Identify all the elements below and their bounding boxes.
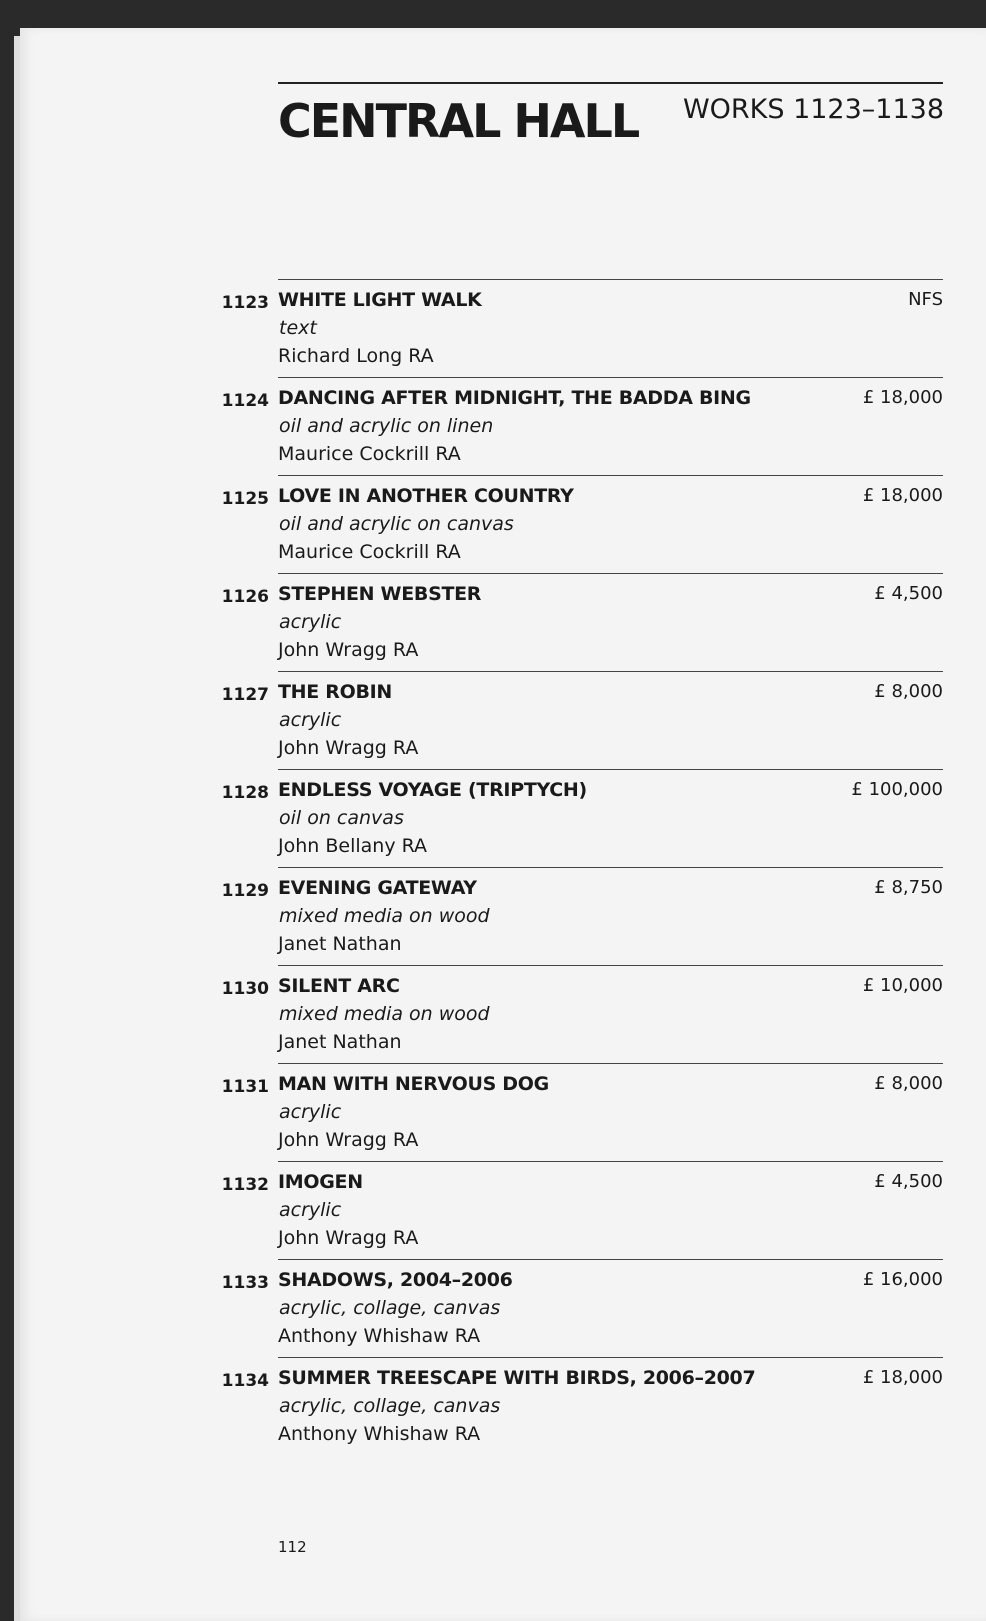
work-artist: John Wragg RA [278, 639, 419, 661]
work-number: 1127 [221, 685, 269, 705]
work-number: 1132 [221, 1175, 269, 1195]
work-number: 1129 [221, 881, 269, 901]
work-artist: John Bellany RA [278, 835, 428, 857]
work-medium: text [279, 317, 317, 339]
work-number: 1133 [221, 1273, 269, 1293]
work-entry [0, 769, 986, 867]
works-range: WORKS 1123–1138 [682, 94, 944, 125]
work-number: 1125 [221, 489, 269, 509]
work-title: THE ROBIN [278, 681, 392, 703]
work-medium: acrylic, collage, canvas [279, 1297, 501, 1319]
page-number: 112 [278, 1538, 307, 1556]
work-number: 1124 [221, 391, 269, 411]
work-medium: acrylic [279, 709, 342, 731]
work-title: MAN WITH NERVOUS DOG [278, 1073, 549, 1095]
work-title: IMOGEN [278, 1171, 363, 1193]
entry-rule [278, 671, 943, 672]
work-artist: Anthony Whishaw RA [278, 1325, 481, 1347]
work-artist: Maurice Cockrill RA [278, 443, 461, 465]
work-medium: acrylic [279, 611, 342, 633]
work-entry [0, 573, 986, 671]
work-artist: Richard Long RA [278, 345, 434, 367]
work-entry [0, 867, 986, 965]
work-price: £ 18,000 [862, 1367, 943, 1388]
work-price: £ 8,000 [874, 681, 943, 702]
work-price: £ 8,000 [874, 1073, 943, 1094]
work-medium: acrylic, collage, canvas [279, 1395, 501, 1417]
work-number: 1128 [221, 783, 269, 803]
work-price: NFS [908, 289, 943, 310]
entry-rule [278, 377, 943, 378]
work-artist: Janet Nathan [278, 1031, 402, 1053]
work-medium: mixed media on wood [279, 1003, 490, 1025]
entry-rule [278, 475, 943, 476]
work-medium: mixed media on wood [279, 905, 490, 927]
entry-rule [278, 573, 943, 574]
work-title: SILENT ARC [278, 975, 400, 997]
works-list [0, 279, 986, 1455]
work-price: £ 4,500 [874, 1171, 943, 1192]
work-title: EVENING GATEWAY [278, 877, 477, 899]
entry-rule [278, 279, 943, 280]
entry-rule [278, 1161, 943, 1162]
work-entry [0, 1357, 986, 1455]
work-title: LOVE IN ANOTHER COUNTRY [278, 485, 574, 507]
entry-rule [278, 1259, 943, 1260]
work-number: 1130 [221, 979, 269, 999]
work-medium: acrylic [279, 1199, 342, 1221]
work-medium: acrylic [279, 1101, 342, 1123]
entry-rule [278, 867, 943, 868]
work-entry [0, 377, 986, 475]
page-title: CENTRAL HALL [278, 94, 639, 148]
entry-rule [278, 1063, 943, 1064]
work-entry [0, 965, 986, 1063]
work-medium: oil and acrylic on canvas [279, 513, 514, 535]
work-entry [0, 1063, 986, 1161]
work-title: WHITE LIGHT WALK [278, 289, 482, 311]
entry-rule [278, 769, 943, 770]
work-price: £ 100,000 [851, 779, 943, 800]
work-entry [0, 475, 986, 573]
work-title: DANCING AFTER MIDNIGHT, THE BADDA BING [278, 387, 751, 409]
entry-rule [278, 1357, 943, 1358]
work-number: 1126 [221, 587, 269, 607]
work-entry [0, 1259, 986, 1357]
work-artist: Anthony Whishaw RA [278, 1423, 481, 1445]
work-artist: John Wragg RA [278, 737, 419, 759]
work-artist: Janet Nathan [278, 933, 402, 955]
work-price: £ 4,500 [874, 583, 943, 604]
work-artist: John Wragg RA [278, 1227, 419, 1249]
work-artist: Maurice Cockrill RA [278, 541, 461, 563]
header-rule [278, 82, 943, 84]
work-number: 1123 [221, 293, 269, 313]
work-title: SUMMER TREESCAPE WITH BIRDS, 2006–2007 [278, 1367, 756, 1389]
work-entry [0, 1161, 986, 1259]
work-medium: oil and acrylic on linen [279, 415, 494, 437]
work-title: STEPHEN WEBSTER [278, 583, 482, 605]
work-entry [0, 279, 986, 377]
work-title: SHADOWS, 2004–2006 [278, 1269, 513, 1291]
work-entry [0, 671, 986, 769]
work-price: £ 18,000 [862, 485, 943, 506]
work-price: £ 16,000 [862, 1269, 943, 1290]
work-title: ENDLESS VOYAGE (TRIPTYCH) [278, 779, 587, 801]
work-price: £ 18,000 [862, 387, 943, 408]
work-artist: John Wragg RA [278, 1129, 419, 1151]
work-medium: oil on canvas [279, 807, 404, 829]
work-price: £ 10,000 [862, 975, 943, 996]
work-number: 1131 [221, 1077, 269, 1097]
entry-rule [278, 965, 943, 966]
work-number: 1134 [221, 1371, 269, 1391]
work-price: £ 8,750 [874, 877, 943, 898]
